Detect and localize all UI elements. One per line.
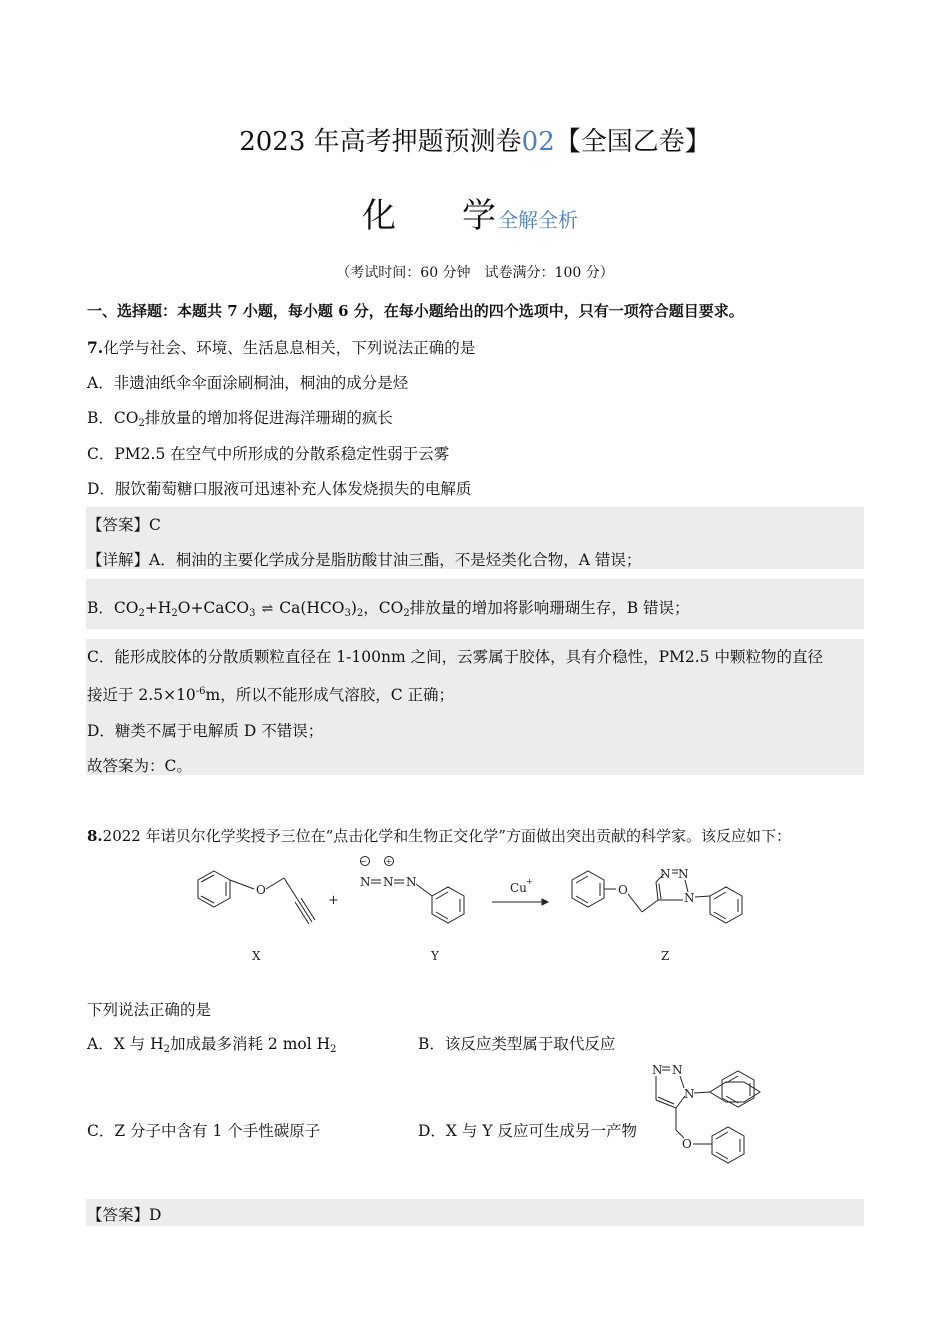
label-y: Y	[431, 949, 439, 963]
option-d-structure	[650, 1058, 780, 1170]
y-benzene-ring	[432, 887, 464, 923]
subject-tag: 全解全析	[498, 208, 578, 232]
svg-text:+: +	[526, 877, 533, 886]
x-benzene-ring	[198, 871, 230, 907]
d-triazole-ring	[652, 1063, 695, 1108]
svg-text:−: −	[360, 857, 367, 866]
q8-stem	[87, 825, 791, 846]
q8-option-a: A．X 与 $H_2$加成最多消耗 2 mol $H_2$	[87, 1035, 337, 1055]
q8-answer-block	[86, 1199, 864, 1226]
subject-char-2: 学	[462, 196, 496, 236]
q7-option-b: B．$CO_2$排放量的增加将促进海洋珊瑚的疯长	[87, 409, 393, 429]
q8-option-c: C．Z 分子中含有 1 个手性碳原子	[87, 1122, 321, 1140]
z-oxygen-atom: O	[618, 883, 628, 897]
q7-analysis-b: B．$CO_2+H_2O+CaCO_3$ ⇌ $Ca(HCO_3)_2$，$CO_2$排放量的增加将影响珊瑚生存，B 错误；	[87, 599, 690, 619]
title-number: 02	[521, 127, 555, 157]
x-oxygen-atom: O	[256, 883, 266, 897]
svg-text:N: N	[383, 875, 394, 889]
label-x: X	[252, 949, 261, 963]
svg-text:N: N	[360, 875, 371, 889]
q7-conclusion: 故答案为：C。	[87, 757, 192, 775]
q8-prompt: 下列说法正确的是	[87, 1001, 212, 1019]
q7-analysis-c-line2: 接近于 $2.5\times 10^{-6}m$，所以不能形成气溶胶，C 正确；	[87, 686, 455, 704]
svg-text:N: N	[672, 1063, 683, 1077]
q7-answer: 【答案】C	[87, 516, 161, 534]
subject-heading	[362, 188, 578, 237]
page-title	[0, 121, 950, 158]
d-oxygen-atom: O	[682, 1137, 692, 1151]
reaction-scheme	[180, 852, 810, 972]
q7-option-d: D．服饮葡萄糖口服液可迅速补充人体发烧损失的电解质	[87, 480, 472, 498]
title-prefix: 2023 年高考押题预测卷	[239, 127, 522, 157]
svg-text:+: +	[385, 857, 393, 866]
svg-text:N: N	[678, 867, 689, 881]
d-benzene-ring	[712, 1127, 744, 1163]
svg-text:N: N	[684, 1087, 695, 1101]
q7-option-c: C．PM2.5 在空气中所形成的分散系稳定性弱于云雾	[87, 445, 450, 463]
q8-option-b: B．该反应类型属于取代反应	[418, 1035, 616, 1053]
label-z: Z	[661, 949, 670, 963]
exam-info: （考试时间：60 分钟 试卷满分：100 分）	[336, 265, 614, 281]
z-triazole-ring	[656, 867, 695, 905]
q7-number: 7.	[87, 338, 104, 357]
svg-text:Cu: Cu	[510, 881, 527, 895]
q7-analysis-c-line1: C．能形成胶体的分散质颗粒直径在 1-100nm 之间，云雾属于胶体，具有介稳性，PM2.5 中颗粒物的直径	[87, 648, 823, 666]
title-suffix: 【全国乙卷】	[554, 127, 711, 157]
q8-number: 8.	[87, 827, 103, 845]
svg-text:N: N	[660, 867, 671, 881]
q7-analysis-d: D．糖类不属于电解质 D 不错误；	[87, 722, 324, 740]
equilibrium-arrow: ⇌	[261, 601, 274, 617]
q7-analysis-a: 【详解】A．桐油的主要化学成分是脂肪酸甘油三酯，不是烃类化合物，A 错误；	[87, 551, 642, 569]
y-azide	[360, 857, 432, 897]
svg-text:N: N	[684, 891, 695, 905]
section-heading: 一、选择题：本题共 7 小题，每小题 6 分，在每小题给出的四个选项中，只有一项符合题目要求。	[87, 302, 744, 320]
q8-stem-text: 2022 年诺贝尔化学奖授予三位在“点击化学和生物正交化学”方面做出突出贡献的科学家。该反应如下：	[102, 827, 791, 845]
z-phenyl-ring	[710, 887, 742, 923]
reaction-arrow	[492, 877, 548, 905]
q7-stem-text: 化学与社会、环境、生活息息相关，下列说法正确的是	[103, 339, 476, 357]
q8-answer: 【答案】D	[87, 1206, 162, 1224]
q7-stem	[87, 336, 475, 358]
subject-char-1: 化	[362, 196, 396, 236]
svg-text:N: N	[652, 1063, 663, 1077]
q7-option-a: A．非遗油纸伞伞面涂刷桐油，桐油的成分是烃	[87, 374, 409, 392]
svg-text:N: N	[406, 875, 417, 889]
plus-sign: +	[328, 893, 339, 908]
z-benzene-ring	[572, 871, 604, 907]
q8-option-d: D．X 与 Y 反应可生成另一产物	[418, 1122, 637, 1140]
